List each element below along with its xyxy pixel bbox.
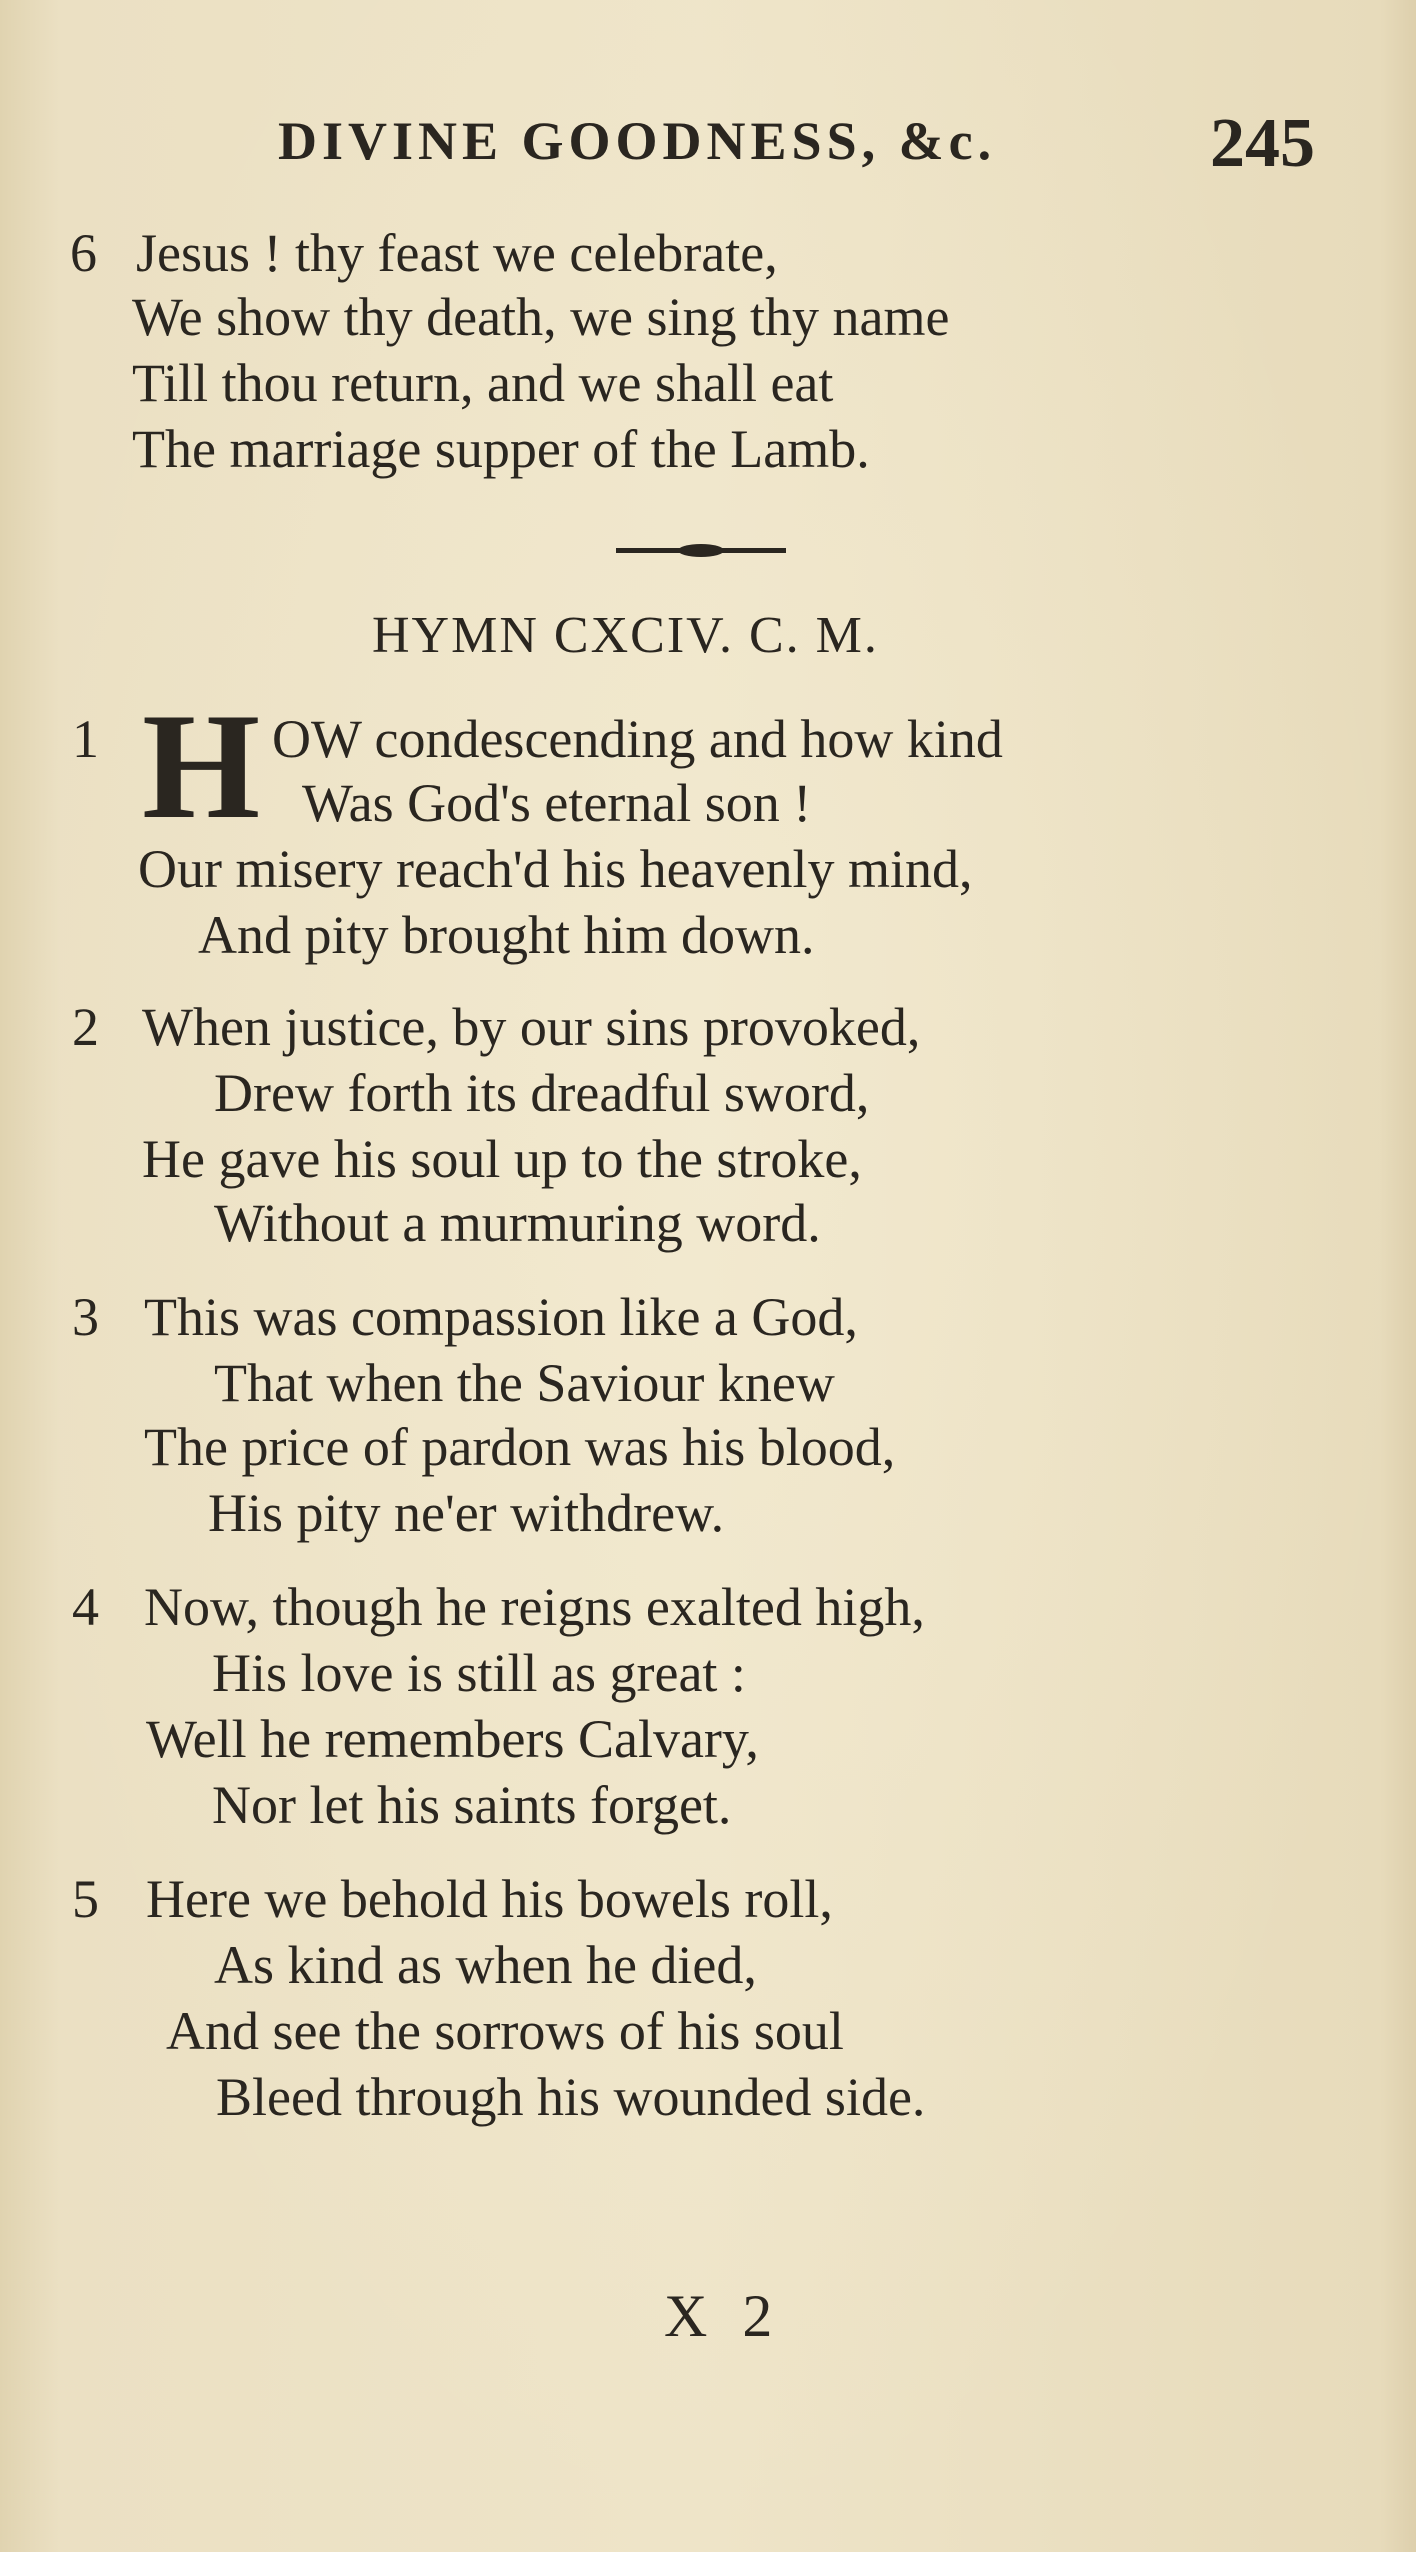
verse-line: As kind as when he died, <box>214 1935 757 1995</box>
verse-line: Drew forth its dreadful sword, <box>214 1063 870 1123</box>
verse-number: 4 <box>72 1577 99 1637</box>
section-divider <box>616 548 786 553</box>
hymn-title: HYMN CXCIV. C. M. <box>372 607 879 664</box>
verse-line: Bleed through his wounded side. <box>216 2067 926 2127</box>
verse-line: That when the Saviour knew <box>214 1353 835 1413</box>
verse-line: And pity brought him down. <box>198 905 815 965</box>
verse-number: 6 <box>70 223 97 283</box>
verse-line: Our misery reach'd his heavenly mind, <box>138 839 973 899</box>
verse-line: When justice, by our sins provoked, <box>142 997 921 1057</box>
verse-line: The marriage supper of the Lamb. <box>132 419 870 479</box>
verse-line: Nor let his saints forget. <box>212 1775 732 1835</box>
verse-number: 3 <box>72 1287 99 1347</box>
verse-line: We show thy death, we sing thy name <box>132 287 950 347</box>
verse-line: Well he remembers Calvary, <box>146 1709 759 1769</box>
running-head: DIVINE GOODNESS, &c. <box>278 111 997 171</box>
page-number: 245 <box>1210 105 1315 182</box>
verse-line: He gave his soul up to the stroke, <box>142 1129 862 1189</box>
verse-number: 2 <box>72 997 99 1057</box>
drop-cap: H <box>142 682 261 850</box>
verse-line: Without a murmuring word. <box>214 1193 821 1253</box>
verse-line: Now, though he reigns exalted high, <box>144 1577 925 1637</box>
verse-line: Was God's eternal son ! <box>302 773 812 833</box>
verse-line: OW condescending and how kind <box>272 709 1003 769</box>
verse-number: 1 <box>72 709 99 769</box>
verse-line: Jesus ! thy feast we celebrate, <box>136 223 778 283</box>
verse-line: The price of pardon was his blood, <box>144 1417 896 1477</box>
verse-line: His pity ne'er withdrew. <box>208 1483 725 1543</box>
verse-line: His love is still as great : <box>212 1643 746 1703</box>
verse-line: This was compassion like a God, <box>144 1287 858 1347</box>
signature-mark: X 2 <box>664 2283 783 2349</box>
verse-line: Till thou return, and we shall eat <box>132 353 834 413</box>
verse-line: And see the sorrows of his soul <box>166 2001 844 2061</box>
verse-number: 5 <box>72 1869 99 1929</box>
verse-line: Here we behold his bowels roll, <box>146 1869 833 1929</box>
